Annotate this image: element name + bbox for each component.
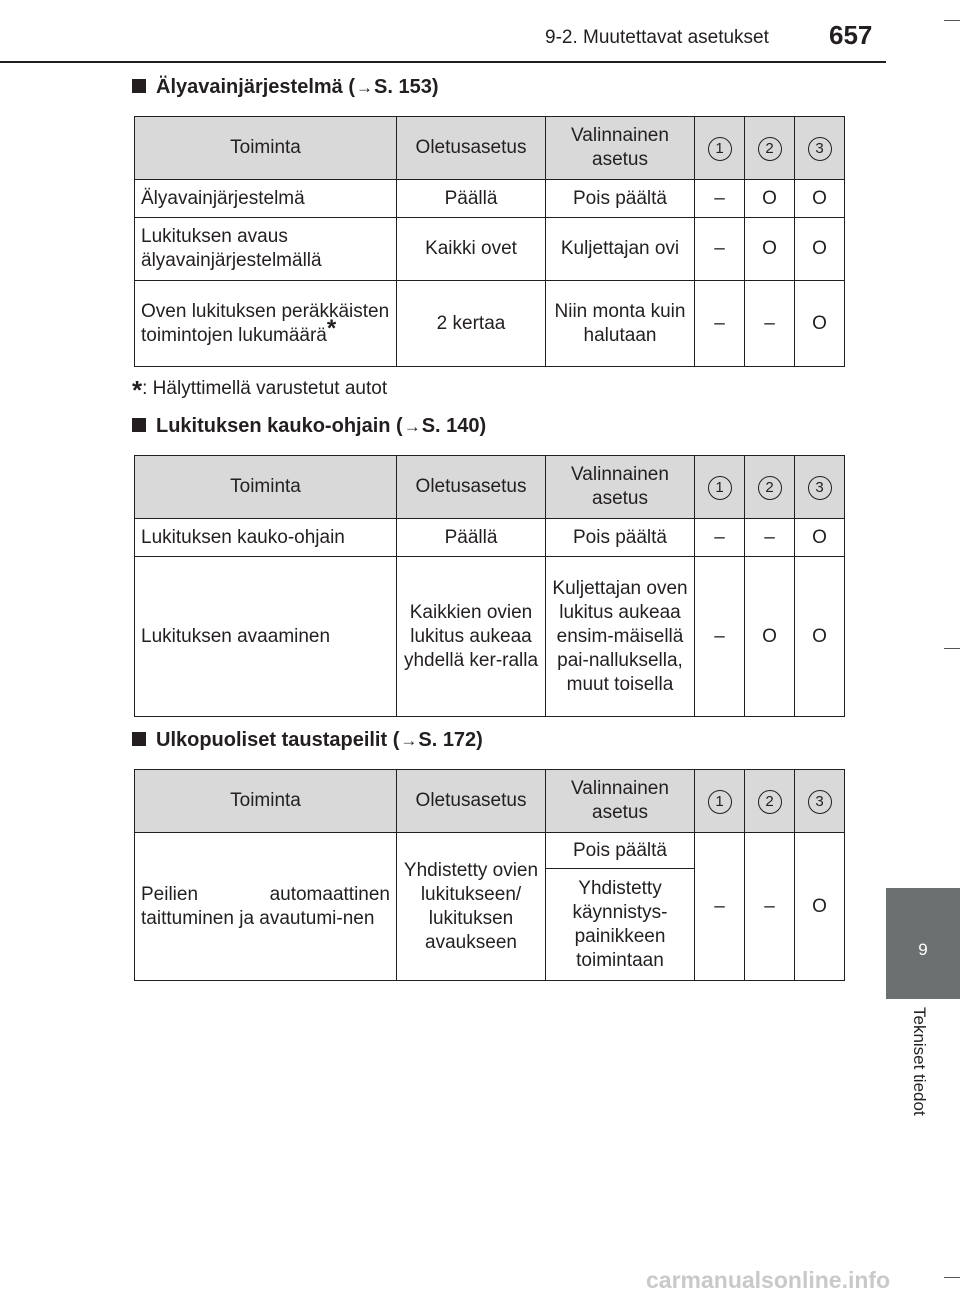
- col-header-1: [695, 117, 745, 180]
- section-header: 9-2. Muutettavat asetukset: [545, 27, 769, 48]
- circled-three-icon: 3: [808, 790, 832, 814]
- arrow-icon: →: [403, 417, 421, 436]
- crop-mark: [944, 1277, 960, 1278]
- table-header-row: [135, 117, 845, 180]
- col-header-default: Oletusasetus: [397, 117, 546, 180]
- col-header-optional: Valinnainen asetus: [546, 456, 695, 519]
- col-header-function: Toiminta: [135, 456, 397, 519]
- table-row: Oven lukituksen peräkkäisten toimintojen lukumäärä* 2 kertaa Niin monta kuin halutaan – – O: [135, 281, 845, 367]
- arrow-icon: →: [400, 731, 418, 750]
- crop-mark: [944, 20, 960, 21]
- bullet-square-icon: [132, 732, 146, 746]
- crop-mark: [944, 648, 960, 649]
- table-row: Lukituksen avaus älyavainjärjestelmällä Kaikki ovet Kuljettajan ovi – O O: [135, 218, 845, 281]
- col-header-default: Oletusasetus: [397, 770, 546, 833]
- table-row: Älyavainjärjestelmä Päällä Pois päältä – O O: [135, 180, 845, 218]
- circled-one-icon: 1: [708, 476, 732, 500]
- col-header-3: [795, 117, 845, 180]
- table-row: Yhdistetty käynnistys-painikkeen toimintaan: [135, 869, 845, 981]
- circled-one-icon: 1: [708, 137, 732, 161]
- footnote-marker: *: [326, 314, 337, 342]
- section-heading-remote: Lukituksen kauko-ohjain (→S. 140): [132, 415, 486, 438]
- col-header-default: Oletusasetus: [397, 456, 546, 519]
- page-reference-link[interactable]: S. 140): [421, 415, 487, 437]
- col-header-function: Toiminta: [135, 117, 397, 180]
- chapter-number: 9: [918, 940, 928, 959]
- circled-three-icon: 3: [808, 476, 832, 500]
- settings-table-remote: [134, 455, 845, 717]
- circled-one-icon: 1: [708, 790, 732, 814]
- settings-table-mirrors: [134, 769, 845, 981]
- circled-two-icon: 2: [758, 790, 782, 814]
- chapter-label: Tekniset tiedot: [910, 1007, 929, 1116]
- circled-three-icon: 3: [808, 137, 832, 161]
- arrow-icon: →: [356, 78, 373, 97]
- circled-two-icon: 2: [758, 476, 782, 500]
- table-header-row: [135, 456, 845, 519]
- section-heading-smart-key: Älyavainjärjestelmä (→S. 153): [132, 76, 438, 99]
- settings-table-smart-key: [134, 116, 845, 367]
- watermark: carmanualsonline.info: [646, 1267, 891, 1293]
- col-header-function: Toiminta: [135, 770, 397, 833]
- bullet-square-icon: [132, 79, 146, 93]
- header-divider: [0, 61, 886, 63]
- table-row: Lukituksen kauko-ohjain Päällä Pois päältä – – O: [135, 519, 845, 557]
- page-reference-link[interactable]: S. 153): [374, 76, 439, 98]
- page-number: 657: [829, 20, 873, 50]
- col-header-optional: Valinnainen asetus: [546, 770, 695, 833]
- section-heading-mirrors: Ulkopuoliset taustapeilit (→S. 172): [132, 729, 483, 752]
- footnote: *: Hälyttimellä varustetut autot: [132, 375, 388, 405]
- table-row: Lukituksen avaaminen Kaikkien ovien lukitus aukeaa yhdellä ker-ralla Kuljettajan oven lukitus aukeaa ensim-mäisellä pai-nalluksella, muut toisella – O O: [135, 557, 845, 717]
- col-header-optional: Valinnainen asetus: [546, 117, 695, 180]
- table-row: Peilien automaattinen taittuminen ja avautumi-nen Yhdistetty ovien lukitukseen/ lukituksen avaukseen Pois päältä – – O: [135, 833, 845, 869]
- bullet-square-icon: [132, 418, 146, 432]
- circled-two-icon: 2: [758, 137, 782, 161]
- chapter-tab[interactable]: [886, 888, 960, 999]
- page-reference-link[interactable]: S. 172): [418, 729, 483, 751]
- col-header-2: [745, 117, 795, 180]
- table-header-row: [135, 770, 845, 833]
